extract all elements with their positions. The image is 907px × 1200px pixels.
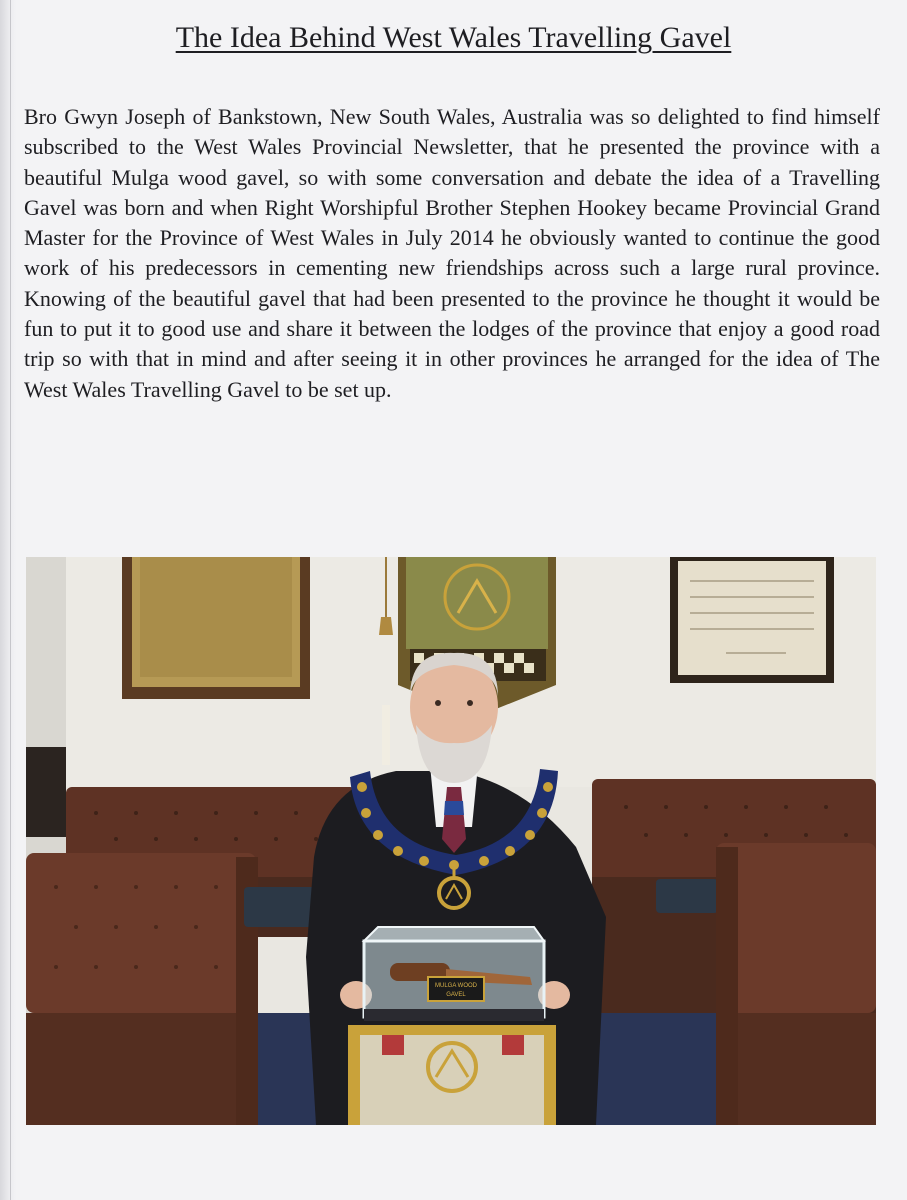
photograph <box>26 557 876 1125</box>
page-binding-line <box>10 0 11 1200</box>
plaque-line-2: GAVEL <box>446 992 466 998</box>
gavel-display-case <box>364 927 544 1021</box>
right-framed-certificate <box>670 557 834 683</box>
page-title <box>0 18 907 58</box>
photo-illustration <box>26 557 876 1125</box>
body-paragraph: Bro Gwyn Joseph of Bankstown, New South Wales, Australia was so delighted to find himself subscribed to the West Wales Provincial Newsletter, that he presented the province with a beautiful Mulga wood gavel, so with some conversation and debate the idea of a Travelling Gavel was born and when Right Worshipful Brother Stephen Hookey became Provincial Grand Master for the Province of West Wales in July 2014 he obviously wanted to continue the good work of his predecessors in cementing new friendships across such a large rural province. Knowing of the beautiful gavel that had been presented to the province he thought it would be fun to put it to good use and share it between the lodges of the province that enjoy a good road trip so with that in mind and after seeing it in other provinces he arranged for the idea of The West Wales Travelling Gavel to be set up. <box>24 104 880 402</box>
plaque-line-1: MULGA WOOD <box>434 983 478 989</box>
page-binding-shadow <box>0 0 16 1200</box>
left-framed-picture <box>122 557 310 699</box>
page-title-text: The Idea Behind West Wales Travelling Gavel <box>175 21 732 54</box>
leather-bench-right-front <box>716 843 876 1125</box>
